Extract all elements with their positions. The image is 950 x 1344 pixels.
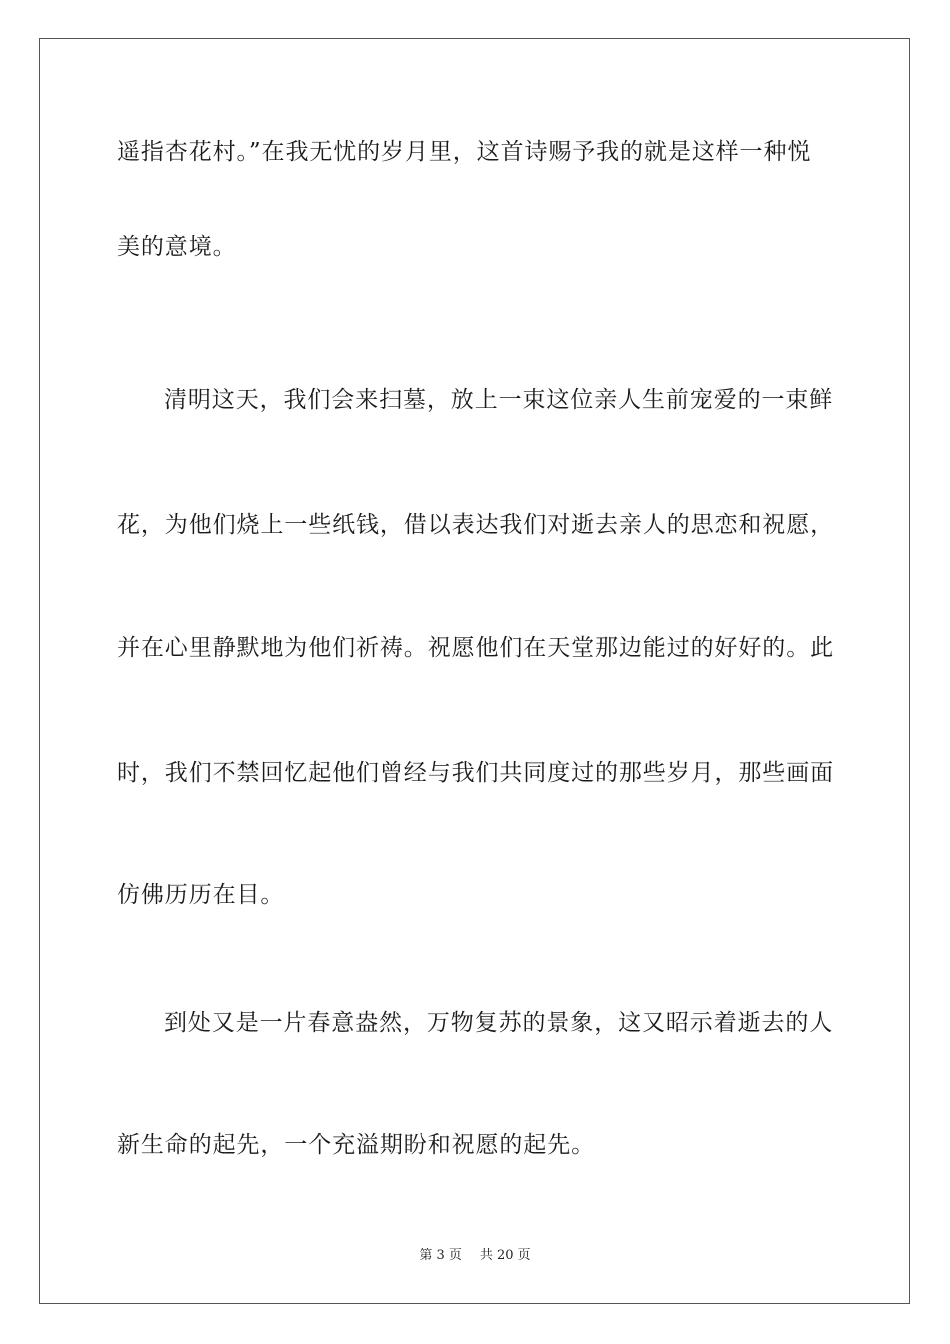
paragraph-line-8: 到处又是一片春意盎然，万物复苏的景象，这又昭示着逝去的人: [164, 1010, 834, 1036]
page-border: [39, 38, 910, 1304]
paragraph-line-2: 美的意境。: [117, 234, 237, 260]
paragraph-line-6: 时，我们不禁回忆起他们曾经与我们共同度过的那些岁月，那些画面: [117, 760, 834, 786]
page-number: 第 3 页: [419, 1248, 462, 1263]
paragraph-line-5: 并在心里静默地为他们祈祷。祝愿他们在天堂那边能过的好好的。此: [117, 635, 834, 661]
paragraph-line-4: 花，为他们烧上一些纸钱，借以表达我们对逝去亲人的思恋和祝愿，: [117, 512, 834, 538]
paragraph-line-9: 新生命的起先，一个充溢期盼和祝愿的起先。: [117, 1132, 595, 1158]
paragraph-line-3: 清明这天，我们会来扫墓，放上一束这位亲人生前宠爱的一束鲜: [164, 387, 834, 413]
page-total: 共 20 页: [479, 1248, 531, 1263]
paragraph-line-7: 仿佛历历在目。: [117, 882, 285, 908]
paragraph-line-1: 遥指杏花村。”在我无忧的岁月里，这首诗赐予我的就是这样一种悦: [117, 139, 812, 165]
page-footer: [0, 1247, 950, 1265]
